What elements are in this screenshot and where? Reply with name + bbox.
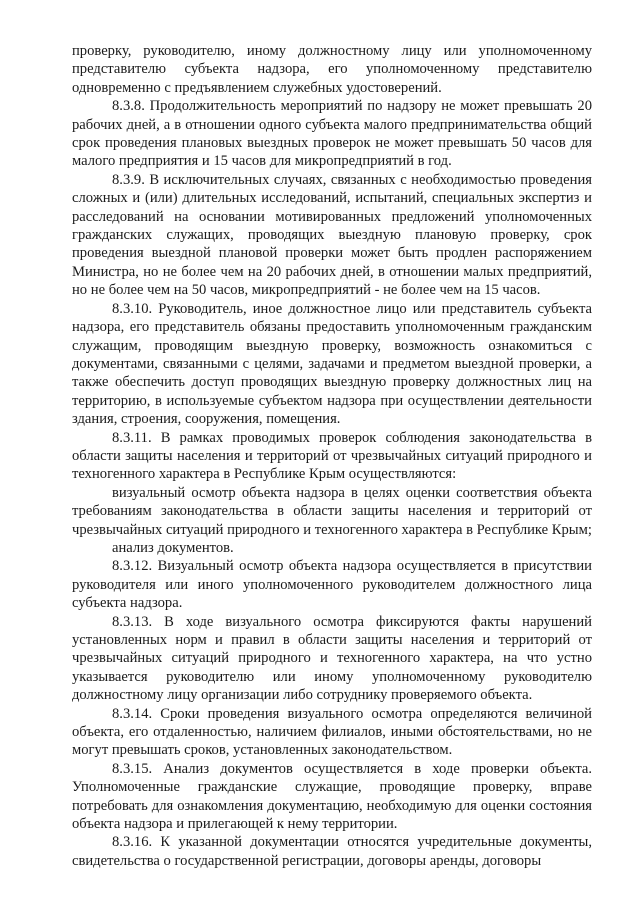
paragraph-8-3-14: 8.3.14. Сроки проведения визуального осмотра определяются величиной объекта, его отдаленностью, наличием филиалов, иными обстоятельствами, но не могут превышать сроков, установленных законодательством.: [72, 705, 592, 759]
paragraph-continuation: проверку, руководителю, иному должностному лицу или уполномоченному представителю субъекта надзора, его уполномоченному представителю одновременно с предъявлением служебных удостоверений.: [72, 43, 592, 96]
paragraph-8-3-12: 8.3.12. Визуальный осмотр объекта надзора осуществляется в присутствии руководителя или иного уполномоченного руководителем должностного лица субъекта надзора.: [72, 558, 592, 612]
paragraph-visual-inspection: визуальный осмотр объекта надзора в целях оценки соответствия объекта требованиям законодательства в области защиты населения и территорий от чрезвычайных ситуаций природного и техногенного характера в Республике Крым;: [72, 484, 592, 538]
paragraph-8-3-9: 8.3.9. В исключительных случаях, связанных с необходимостью проведения сложных и (или) длительных исследований, испытаний, специальных экспертиз и расследований на основании мотивированных предложений уполномоченных гражданских служащих, проводящих выездную плановую проверку, срок проведения выездной плановой проверки может быть продлен распоряжением Министра, но не более чем на 20 рабочих дней, в отношении малых предприятий, но не более чем на 50 часов, микропредприятий - не более чем на 15 часов.: [72, 171, 592, 299]
paragraph-8-3-11: 8.3.11. В рамках проводимых проверок соблюдения законодательства в области защиты населения и территорий от чрезвычайных ситуаций природного и техногенного характера в Республике Крым осуществляются:: [72, 429, 592, 483]
paragraph-8-3-8: 8.3.8. Продолжительность мероприятий по надзору не может превышать 20 рабочих дней, а в отношении одного субъекта малого предпринимательства общий срок проведения плановых выездных проверок не может превышать 50 часов для малого предприятия и 15 часов для микропредприятий в год.: [72, 98, 592, 170]
document-page: [72, 42, 592, 870]
paragraph-document-analysis: анализ документов.: [112, 539, 234, 556]
paragraph-8-3-10: 8.3.10. Руководитель, иное должностное лицо или представитель субъекта надзора, его представитель обязаны предоставить уполномоченным гражданским служащим, проводящим выездную проверку, возможность ознакомиться с документами, связанными с целями, задачами и предметом выездной проверки, а также обеспечить доступ проводящих выездную проверку должностных лиц на территорию, в используемые субъектом надзора при осуществлении деятельности здания, строения, сооружения, помещения.: [72, 300, 592, 428]
paragraph-8-3-13: 8.3.13. В ходе визуального осмотра фиксируются факты нарушений установленных норм и правил в области защиты населения и территорий от чрезвычайных ситуаций природного и техногенного характера, на что устно указывается руководителю или иному уполномоченному руководителю должностному лицу организации либо сотруднику проверяемого объекта.: [72, 613, 592, 704]
paragraph-8-3-16: 8.3.16. К указанной документации относятся учредительные документы, свидетельства о государственной регистрации, договоры аренды, договоры: [72, 834, 592, 869]
paragraph-8-3-15: 8.3.15. Анализ документов осуществляется в ходе проверки объекта. Уполномоченные гражданские служащие, проводящие проверку, вправе потребовать для ознакомления документацию, необходимую для оценки состояния объекта надзора и прилегающей к нему территории.: [72, 760, 592, 833]
